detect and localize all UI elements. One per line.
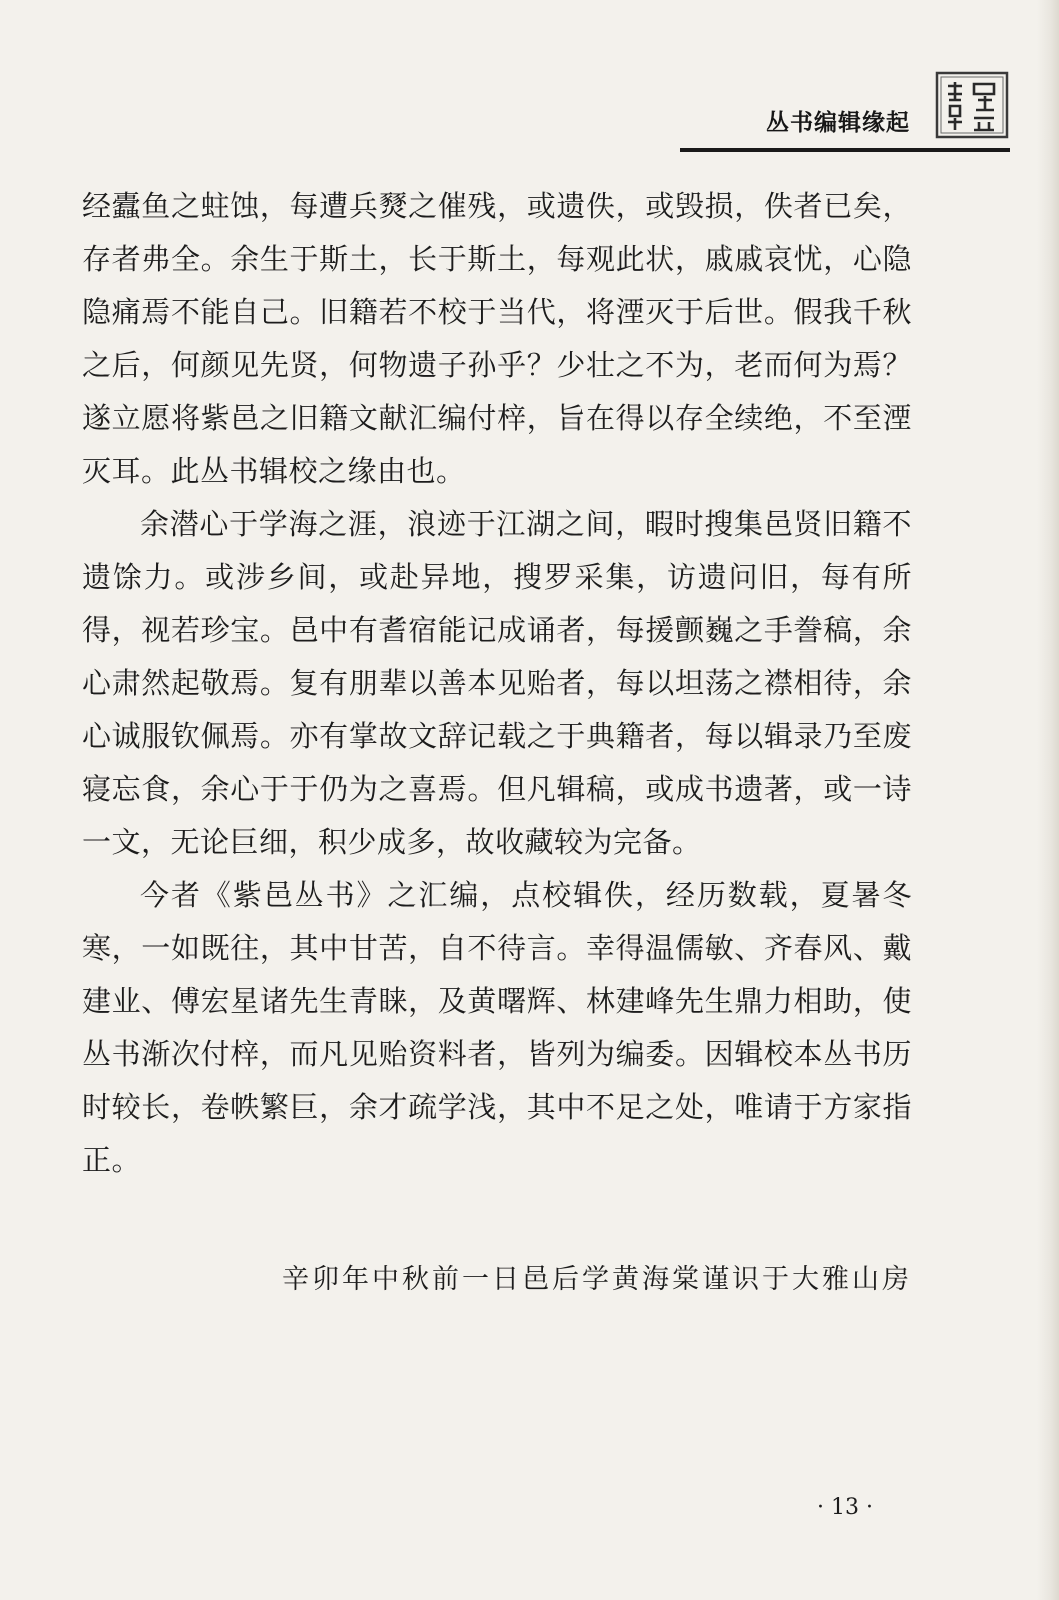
page-edge-shadow	[1037, 0, 1059, 1600]
page-number: · 13 ·	[817, 1495, 873, 1520]
running-head-title: 丛书编辑缘起	[766, 110, 910, 136]
paragraph-1: 经蠹鱼之蛀蚀，每遭兵燹之催残，或遗佚，或毁损，佚者已矣，存者弗全。余生于斯土，长于斯土，每观此状，戚戚哀忧，心隐隐痛焉不能自己。旧籍若不校于当代，将湮灭于后世。假我千秋之后，何颜见先贤，何物遗子孙乎？少壮之不为，老而何为焉？遂立愿将紫邑之旧籍文献汇编付梓，旨在得以存全续绝，不至湮灭耳。此丛书辑校之缘由也。	[82, 189, 912, 488]
body-text	[82, 180, 912, 1187]
signature-line: 辛卯年中秋前一日邑后学黄海棠谨识于大雅山房	[282, 1264, 912, 1295]
header-rule	[680, 148, 1010, 152]
paragraph-3: 今者《紫邑丛书》之汇编，点校辑佚，经历数载，夏暑冬寒，一如既往，其中甘苦，自不待言。幸得温儒敏、齐春风、戴建业、傅宏星诸先生青睐，及黄曙辉、林建峰先生鼎力相助，使丛书渐次付梓，而凡见贻资料者，皆列为编委。因辑校本丛书历时较长，卷帙繁巨，余才疏学浅，其中不足之处，唯请于方家指正。	[82, 878, 912, 1177]
square-seal-stamp-icon	[934, 70, 1010, 140]
paragraph-2: 余潜心于学海之涯，浪迹于江湖之间，暇时搜集邑贤旧籍不遗馀力。或涉乡间，或赴异地，搜罗采集，访遗问旧，每有所得，视若珍宝。邑中有耆宿能记成诵者，每援颤巍之手誊稿，余心肃然起敬焉。复有朋辈以善本见贻者，每以坦荡之襟相待，余心诚服钦佩焉。亦有掌故文辞记载之于典籍者，每以辑录乃至废寝忘食，余心于于仍为之喜焉。但凡辑稿，或成书遗著，或一诗一文，无论巨细，积少成多，故收藏较为完备。	[82, 507, 912, 859]
